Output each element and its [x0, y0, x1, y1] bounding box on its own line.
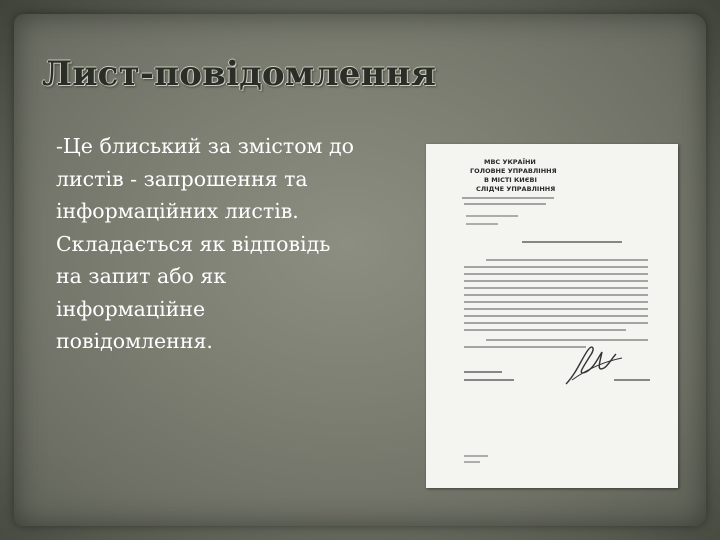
letter-header-line: ГОЛОВНЕ УПРАВЛІННЯ — [470, 167, 557, 175]
letter-header-line: МВС УКРАЇНИ — [484, 158, 536, 166]
letter-scan-drawing — [426, 144, 678, 488]
slide-body-text: -Це блиський за змістом до листів - запрошення та інформаційних листів. Складається як відповідь на запит або як інформаційне повідомлення. — [56, 134, 354, 353]
letter-header-line: В МІСТІ КИЄВІ — [484, 176, 537, 184]
scanned-letter-image — [426, 144, 678, 488]
slide-title: Лист-повідомлення — [42, 54, 437, 94]
letter-header-line: СЛІДЧЕ УПРАВЛІННЯ — [476, 185, 556, 193]
